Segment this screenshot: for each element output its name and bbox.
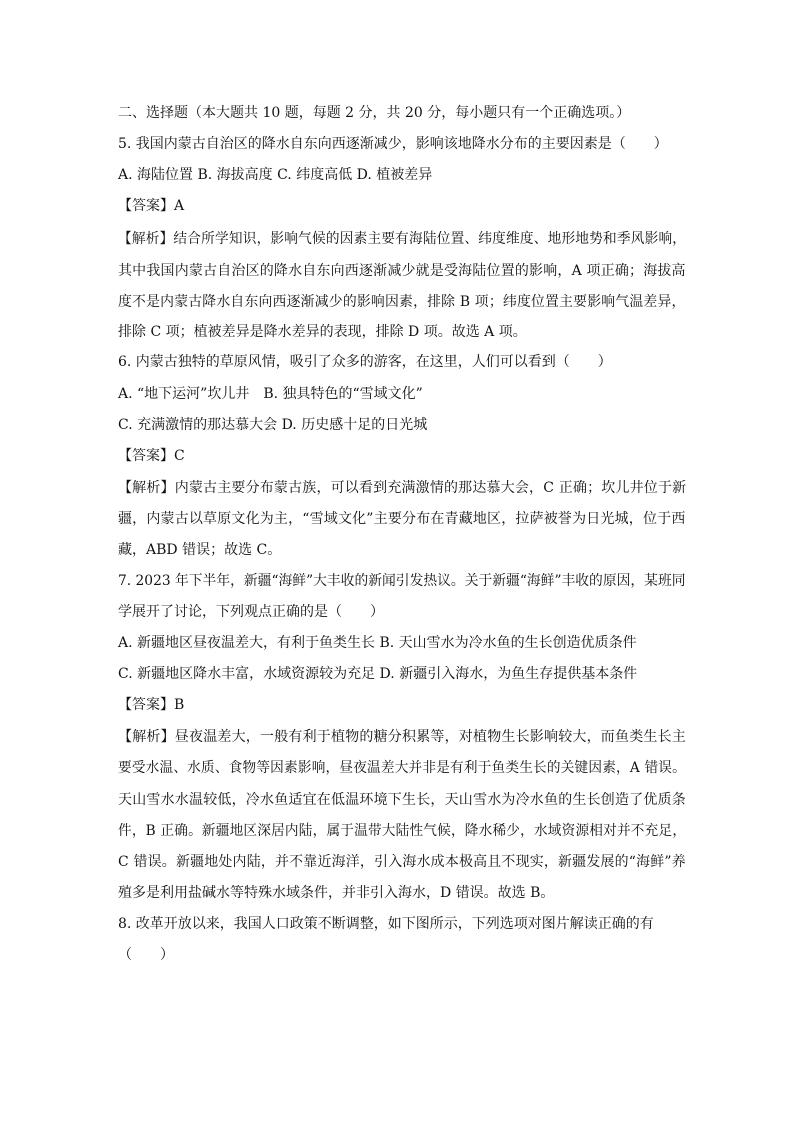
question-7-answer: 【答案】B	[118, 697, 185, 713]
question-6-option-line: A. “地下运河”坎儿井 B. 独具特色的“雪域文化”	[118, 386, 423, 402]
question-7-stem-line: 7. 2023 年下半年，新疆“海鲜”大丰收的新闻引发热议。关于新疆“海鲜”丰收的原因，某班同	[118, 573, 686, 589]
section-heading: 二、选择题（本大题共 10 题，每题 2 分，共 20 分，每小题只有一个正确选项。）	[118, 105, 631, 121]
question-7-analysis-line: 【解析】昼夜温差大，一般有利于植物的糖分积累等，对植物生长影响较大，而鱼类生长主	[118, 729, 686, 745]
question-7-stem-line: 学展开了讨论，下列观点正确的是（ ）	[118, 604, 384, 620]
question-7-option-line: C. 新疆地区降水丰富，水域资源较为充足 D. 新疆引入海水，为鱼生存提供基本条件	[118, 666, 638, 682]
question-5-analysis-line: 其中我国内蒙古自治区的降水自东向西逐渐减少就是受海陆位置的影响，A 项正确；海拔高	[118, 263, 686, 279]
question-5-analysis-line: 【解析】结合所学知识，影响气候的因素主要有海陆位置、纬度维度、地形地势和季风影响，	[118, 231, 687, 247]
question-7-option-line: A. 新疆地区昼夜温差大，有利于鱼类生长 B. 天山雪水为冷水鱼的生长创造优质条件	[118, 635, 637, 651]
question-5-answer: 【答案】A	[118, 198, 185, 214]
question-7-analysis-line: 件，B 正确。新疆地区深居内陆，属于温带大陆性气候，降水稀少，水域资源相对并不充足，	[118, 823, 687, 839]
question-6-option-line: C. 充满激情的那达慕大会 D. 历史感十足的日光城	[118, 417, 428, 433]
question-6-analysis-line: 藏，ABD 错误；故选 C。	[118, 542, 282, 558]
question-6-stem: 6. 内蒙古独特的草原风情，吸引了众多的游客，在这里，人们可以看到（ ）	[118, 354, 612, 370]
question-8-stem-line: 8. 改革开放以来，我国人口政策不断调整，如下图所示，下列选项对图片解读正确的有	[118, 916, 654, 932]
question-5-analysis-line: 排除 C 项；植被差异是降水差异的表现，排除 D 项。故选 A 项。	[118, 324, 527, 340]
question-5-analysis-line: 度不是内蒙古降水自东向西逐渐减少的影响因素，排除 B 项；纬度位置主要影响气温差异，	[118, 294, 686, 310]
question-5-stem: 5. 我国内蒙古自治区的降水自东向西逐渐减少，影响该地降水分布的主要因素是（ ）	[118, 136, 668, 152]
question-7-analysis-line: 要受水温、水质、食物等因素影响，昼夜温差大并非是有利于鱼类生长的关键因素，A 错误。	[118, 760, 686, 776]
question-7-analysis-line: 天山雪水水温较低，冷水鱼适宜在低温环境下生长，天山雪水为冷水鱼的生长创造了优质条	[118, 792, 686, 808]
question-7-analysis-line: 殖多是利用盐碱水等特殊水域条件，并非引入海水，D 错误。故选 B。	[118, 885, 555, 901]
question-6-answer: 【答案】C	[118, 448, 185, 464]
question-6-analysis-line: 【解析】内蒙古主要分布蒙古族，可以看到充满激情的那达慕大会，C 正确；坎儿井位于新	[118, 480, 687, 496]
question-8-stem-line: （ ）	[118, 947, 174, 963]
question-5-options: A. 海陆位置 B. 海拔高度 C. 纬度高低 D. 植被差异	[118, 167, 433, 183]
question-6-analysis-line: 疆，内蒙古以草原文化为主，“雪域文化”主要分布在青藏地区，拉萨被誉为日光城，位于西	[118, 511, 686, 527]
question-7-analysis-line: C 错误。新疆地处内陆，并不靠近海洋，引入海水成本极高且不现实，新疆发展的“海鲜”养	[118, 854, 686, 870]
